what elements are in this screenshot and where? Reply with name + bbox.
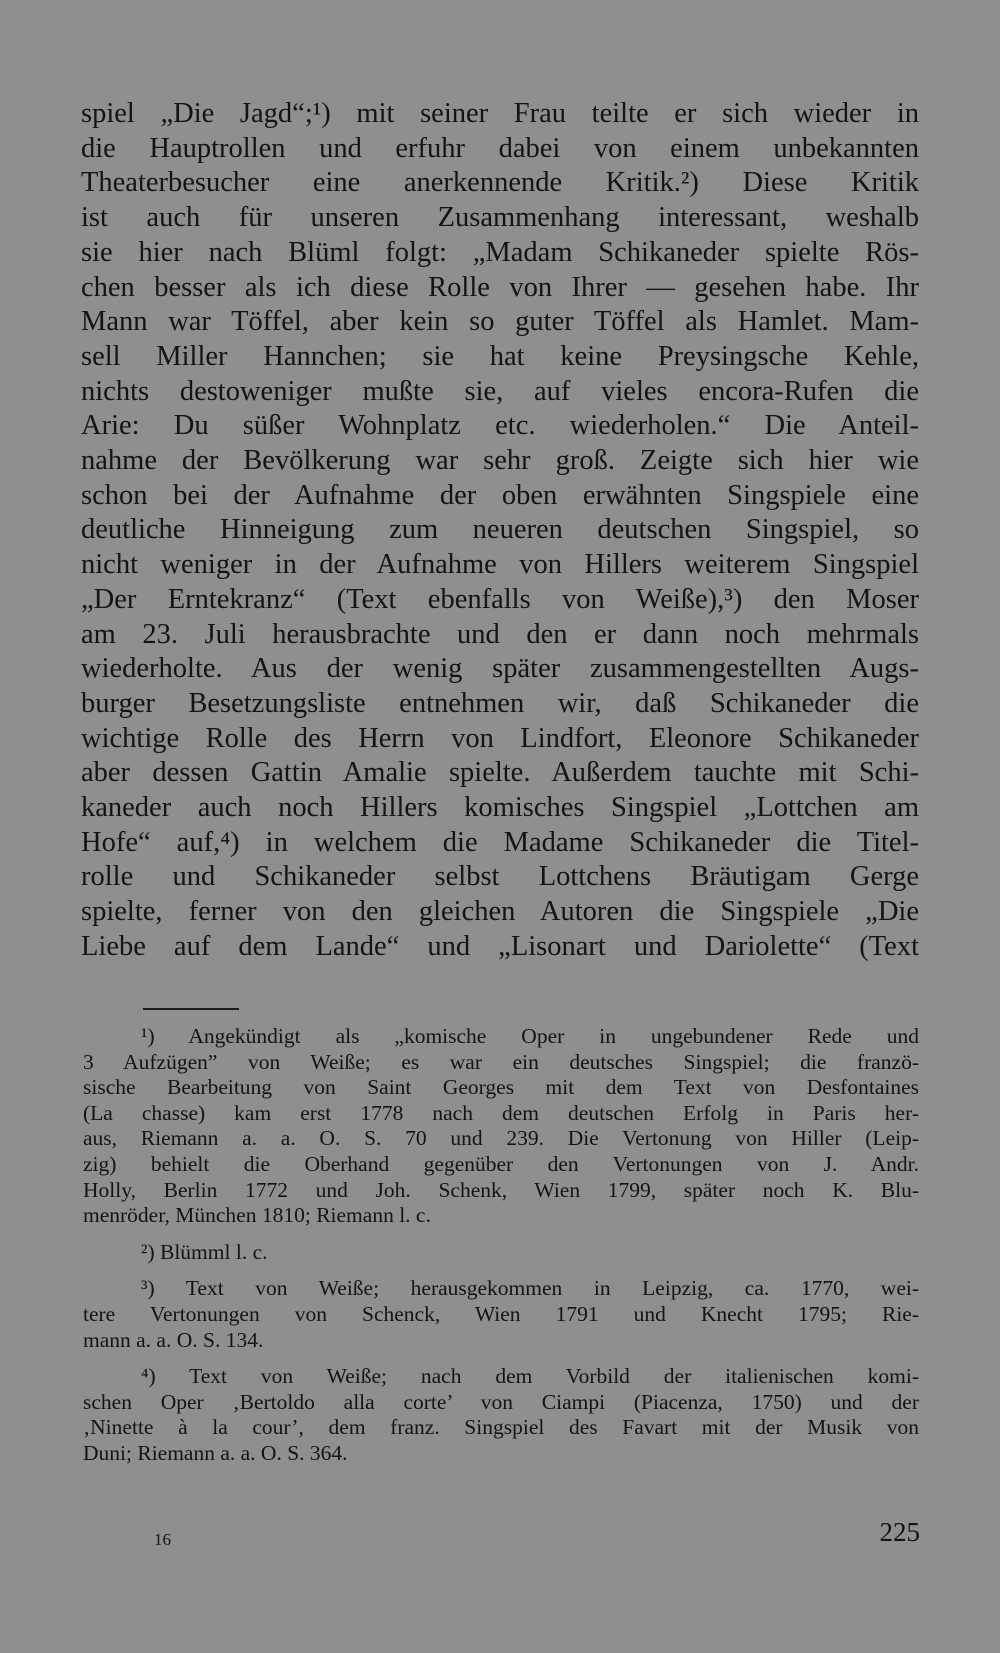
text-line: die Hauptrollen und erfuhr dabei von einem unbekannten bbox=[81, 132, 919, 164]
footnote-line: tere Vertonungen von Schenck, Wien 1791 und Knecht 1795; Rie- bbox=[83, 1301, 919, 1326]
text-line: nicht weniger in der Aufnahme von Hillers weiterem Singspiel bbox=[81, 549, 919, 581]
footnote-3 bbox=[83, 1276, 919, 1353]
footnote-4 bbox=[83, 1364, 919, 1466]
footnote-line: Holly, Berlin 1772 und Joh. Schenk, Wien 1799, später noch K. Blu- bbox=[83, 1177, 919, 1202]
text-line: burger Besetzungsliste entnehmen wir, daß Schikaneder die bbox=[81, 687, 919, 719]
footnote-line: menröder, München 1810; Riemann l. c. bbox=[83, 1203, 431, 1228]
text-line: Theaterbesucher eine anerkennende Kritik.²) Diese Kritik bbox=[81, 167, 919, 199]
footnote-line: (La chasse) kam erst 1778 nach dem deutschen Erfolg in Paris her- bbox=[83, 1100, 919, 1125]
footnote-line: schen Oper ‚Bertoldo alla corte’ von Ciampi (Piacenza, 1750) und der bbox=[83, 1389, 919, 1414]
footnote-1 bbox=[83, 1024, 919, 1229]
footnotes bbox=[83, 1024, 919, 1478]
text-line: schon bei der Aufnahme der oben erwähnten Singspiele eine bbox=[81, 479, 919, 511]
text-line: nahme der Bevölkerung war sehr groß. Zeigte sich hier wie bbox=[81, 445, 919, 477]
text-line: sie hier nach Blüml folgt: „Madam Schikaneder spielte Rös- bbox=[81, 236, 919, 268]
text-line: „Der Erntekranz“ (Text ebenfalls von Weiße),³) den Moser bbox=[81, 583, 919, 615]
text-line: Arie: Du süßer Wohnplatz etc. wiederholen.“ Die Anteil- bbox=[81, 410, 919, 442]
text-line: Mann war Töffel, aber kein so guter Töffel als Hamlet. Mam- bbox=[81, 306, 919, 338]
footnote-line: ²) Blümml l. c. bbox=[141, 1239, 268, 1264]
text-line: Hofe“ auf,⁴) in welchem die Madame Schikaneder die Titel- bbox=[81, 826, 919, 858]
text-line: nichts destoweniger mußte sie, auf vieles encora-Rufen die bbox=[81, 375, 919, 407]
text-line: chen besser als ich diese Rolle von Ihrer — gesehen habe. Ihr bbox=[81, 271, 919, 303]
footnote-line: ‚Ninette à la cour’, dem franz. Singspiel des Favart mit der Musik von bbox=[83, 1415, 919, 1440]
text-line: wichtige Rolle des Herrn von Lindfort, Eleonore Schikaneder bbox=[81, 722, 919, 754]
main-text bbox=[81, 97, 919, 965]
text-line: aber dessen Gattin Amalie spielte. Außerdem tauchte mit Schi- bbox=[81, 757, 919, 789]
footnote-line: 3 Aufzügen” von Weiße; es war ein deutsches Singspiel; die franzö- bbox=[83, 1049, 919, 1074]
text-line: spiel „Die Jagd“;¹) mit seiner Frau teilte er sich wieder in bbox=[81, 98, 919, 129]
text-line: sell Miller Hannchen; sie hat keine Preysingsche Kehle, bbox=[81, 340, 919, 372]
footnote-line: ¹) Angekündigt als „komische Oper in ungebundener Rede und bbox=[141, 1024, 919, 1048]
text-line: rolle und Schikaneder selbst Lottchens Bräutigam Gerge bbox=[81, 861, 919, 893]
footnote-separator bbox=[143, 1008, 239, 1010]
text-line: wiederholte. Aus der wenig später zusammengestellten Augs- bbox=[81, 653, 919, 685]
signature-mark: 16 bbox=[154, 1530, 171, 1549]
footnote-line: mann a. a. O. S. 134. bbox=[83, 1327, 264, 1352]
text-line: kaneder auch noch Hillers komisches Singspiel „Lottchen am bbox=[81, 792, 919, 824]
footnote-line: ³) Text von Weiße; herausgekommen in Leipzig, ca. 1770, wei- bbox=[141, 1276, 919, 1301]
text-line: spielte, ferner von den gleichen Autoren die Singspiele „Die bbox=[81, 896, 919, 928]
footnote-2 bbox=[83, 1240, 919, 1266]
footnote-line: aus, Riemann a. a. O. S. 70 und 239. Die Vertonung von Hiller (Leip- bbox=[83, 1126, 919, 1151]
footnote-line: Duni; Riemann a. a. O. S. 364. bbox=[83, 1440, 348, 1465]
footnote-line: ⁴) Text von Weiße; nach dem Vorbild der italienischen komi- bbox=[141, 1364, 919, 1389]
footnote-line: zig) behielt die Oberhand gegenüber den Vertonungen von J. Andr. bbox=[83, 1151, 919, 1176]
text-line: Liebe auf dem Lande“ und „Lisonart und Dariolette“ (Text bbox=[81, 930, 919, 962]
page-number: 225 bbox=[879, 1517, 920, 1547]
footnote-line: sische Bearbeitung von Saint Georges mit dem Text von Desfontaines bbox=[83, 1075, 919, 1100]
text-line: deutliche Hinneigung zum neueren deutschen Singspiel, so bbox=[81, 514, 919, 546]
text-line: am 23. Juli herausbrachte und den er dann noch mehrmals bbox=[81, 618, 919, 650]
text-line: ist auch für unseren Zusammenhang interessant, weshalb bbox=[81, 202, 919, 234]
